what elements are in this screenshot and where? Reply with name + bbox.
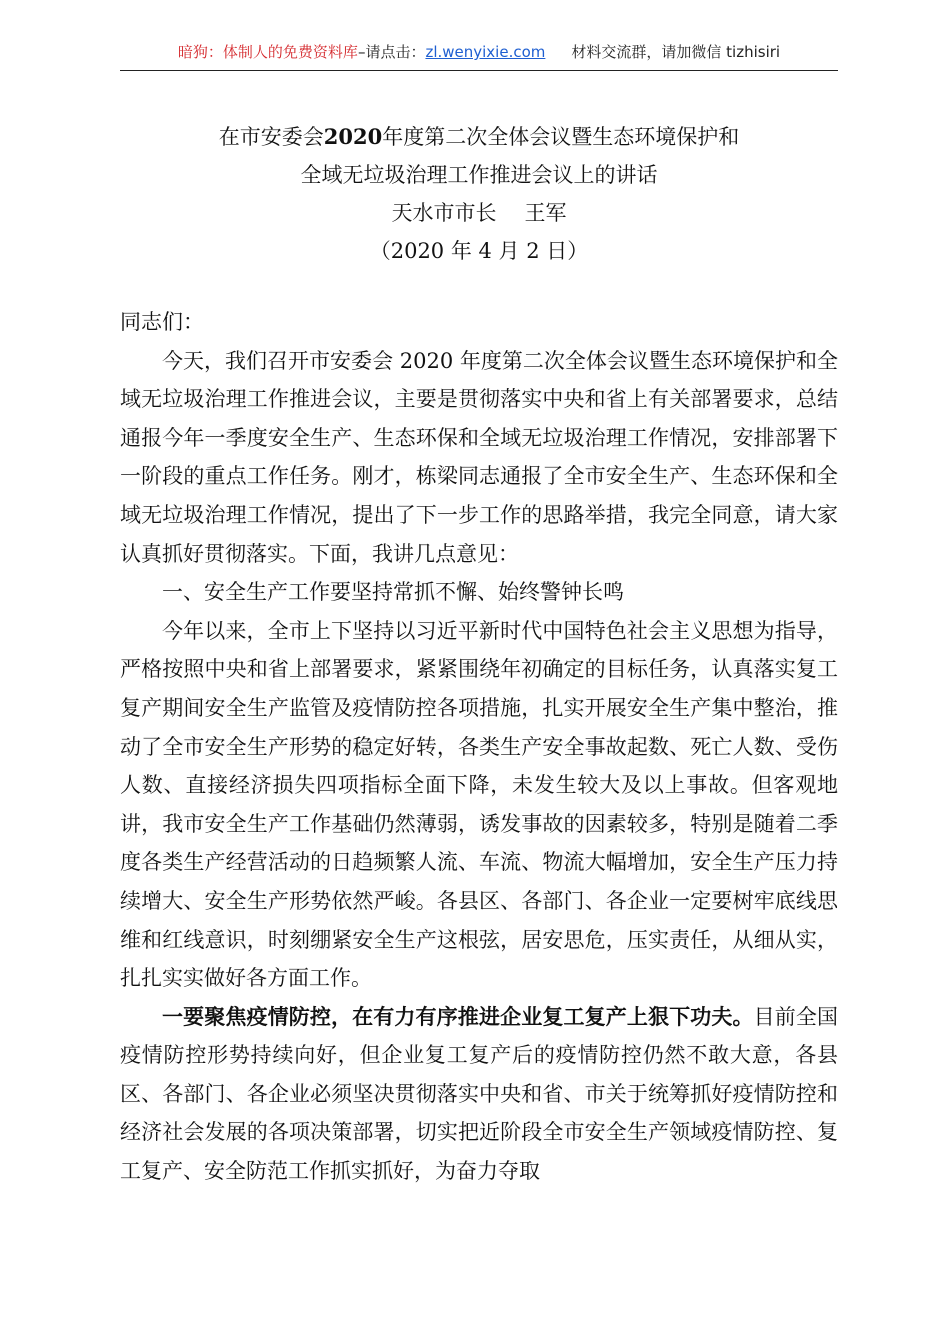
- speaker-name: 王军: [524, 201, 567, 225]
- speaker-role: 天水市市长: [391, 201, 497, 225]
- title-line-2: 全域无垃圾治理工作推进会议上的讲话: [300, 163, 658, 187]
- title-year: 2020: [323, 124, 383, 149]
- header-group-note: 材料交流群，请加微信 tizhisiri: [571, 43, 781, 61]
- page-header: [120, 40, 838, 71]
- header-brand: 暗狗：体制人的免费资料库: [177, 43, 358, 61]
- document-body: [120, 303, 838, 1191]
- document-title-block: [120, 118, 838, 270]
- speech-date: （2020 年 4 月 2 日）: [369, 239, 589, 263]
- section-1-paragraph: 今年以来，全市上下坚持以习近平新时代中国特色社会主义思想为指导，严格按照中央和省上部署要求，紧紧围绕年初确定的目标任务，认真落实复工复产期间安全生产监管及疫情防控各项措施，扎实开展安全生产集中整治，推动了全市安全生产形势的稳定好转，各类生产安全事故起数、死亡人数、受伤人数、直接经济损失四项指标全面下降，未发生较大及以上事故。但客观地讲，我市安全生产工作基础仍然薄弱，诱发事故的因素较多，特别是随着二季度各类生产经营活动的日趋频繁人流、车流、物流大幅增加，安全生产压力持续增大、安全生产形势依然严峻。各县区、各部门、各企业一定要树牢底线思维和红线意识，时刻绷紧安全生产这根弦，居安思危，压实责任，从细从实，扎扎实实做好各方面工作。: [120, 618, 838, 991]
- title-line-1: [120, 118, 838, 156]
- intro-paragraph: 今天，我们召开市安委会 2020 年度第二次全体会议暨生态环境保护和全域无垃圾治理工作推进会议，主要是贯彻落实中央和省上有关部署要求，总结通报今年一季度安全生产、生态环保和全域无垃圾治理工作情况，安排部署下一阶段的重点工作任务。刚才，栋梁同志通报了全市安全生产、生态环保和全域无垃圾治理工作情况，提出了下一步工作的思路举措，我完全同意，请大家认真抓好贯彻落实。下面，我讲几点意见：: [120, 348, 838, 566]
- point-1-paragraph: [120, 998, 838, 1191]
- title-line-1-suffix: 年度第二次全体会议暨生态环境保护和: [382, 125, 740, 149]
- speaker-line: [120, 194, 838, 232]
- point-1-text: 目前全国疫情防控形势持续向好，但企业复工复产后的疫情防控仍然不敢大意，各县区、各部门、各企业必须坚决贯彻落实中央和省、市关于统筹抓好疫情防控和经济社会发展的各项决策部署，切实把近阶段全市安全生产领域疫情防控、复工复产、安全防范工作抓实抓好，为奋力夺取: [120, 1004, 839, 1184]
- title-line-1-prefix: 在市安委会: [218, 125, 324, 149]
- header-prompt: –请点击：: [357, 43, 426, 61]
- point-1-lead: 一要聚焦疫情防控，在有力有序推进企业复工复产上狠下功夫。: [162, 1003, 754, 1029]
- header-link[interactable]: zl.wenyixie.com: [425, 43, 546, 61]
- salutation: 同志们：: [120, 310, 204, 334]
- section-1-heading: 一、安全生产工作要坚持常抓不懈、始终警钟长鸣: [162, 580, 624, 605]
